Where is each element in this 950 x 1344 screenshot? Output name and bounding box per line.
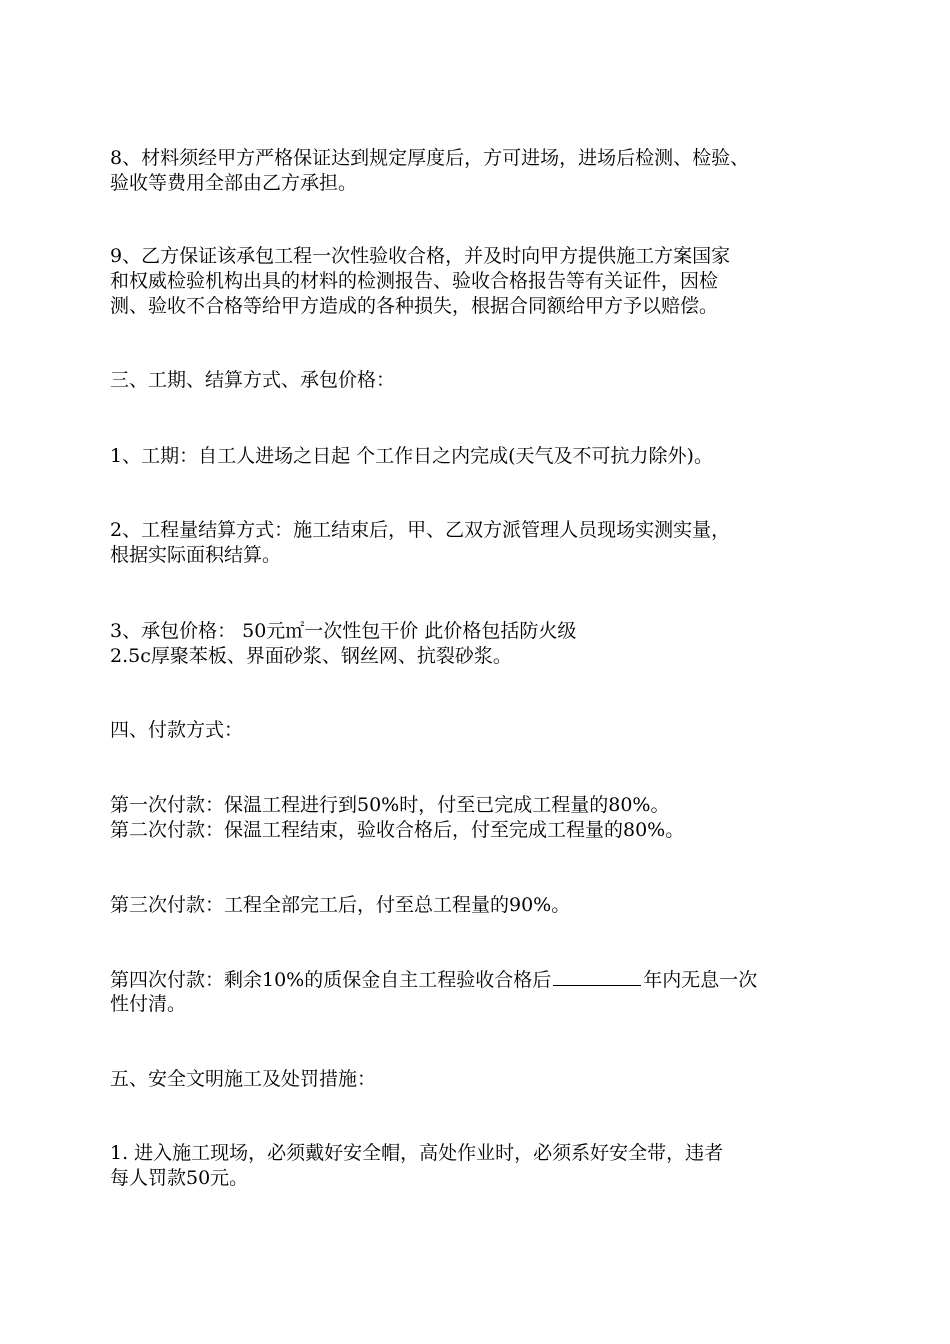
- text-line: 第一次付款：保温工程进行到50%时，付至已完成工程量的80%。: [110, 794, 670, 816]
- section-heading: 五、安全文明施工及处罚措施：: [110, 1068, 377, 1090]
- text-line: 根据实际面积结算。: [110, 544, 282, 566]
- text-line: 3、承包价格： 50元㎡一次性包干价 此价格包括防火级: [110, 620, 577, 642]
- payment-3: [110, 893, 850, 918]
- section-heading: 三、工期、结算方式、承包价格：: [110, 369, 396, 391]
- text-line: 测、验收不合格等给甲方造成的各种损失，根据合同额给甲方予以赔偿。: [110, 295, 719, 317]
- text-line: 每人罚款50元。: [110, 1167, 249, 1189]
- text-line: 性付清。: [110, 993, 187, 1015]
- clause-9: [110, 244, 850, 319]
- text-line: 9、乙方保证该承包工程一次性验收合格，并及时向甲方提供施工方案国家: [110, 245, 731, 267]
- blank-fill-line: [553, 967, 641, 986]
- section-heading: 四、付款方式：: [110, 719, 244, 741]
- text-line: 第二次付款：保温工程结束，验收合格后，付至完成工程量的80%。: [110, 819, 685, 841]
- text-line: 第三次付款：工程全部完工后，付至总工程量的90%。: [110, 894, 571, 916]
- text-line: 2.5c厚聚苯板、界面砂浆、钢丝网、抗裂砂浆。: [110, 645, 512, 667]
- text-line: 2、工程量结算方式：施工结束后，甲、乙双方派管理人员现场实测实量，: [110, 519, 731, 541]
- payment-1-2: [110, 793, 850, 843]
- payment-4: [110, 967, 850, 1017]
- section-5-heading: [110, 1067, 850, 1092]
- term-1-schedule: [110, 444, 850, 469]
- text-line: 1. 进入施工现场，必须戴好安全帽，高处作业时，必须系好安全带，违者: [110, 1142, 724, 1164]
- section-3-heading: [110, 368, 850, 393]
- text-line: 1、工期：自工人进场之日起 个工作日之内完成(天气及不可抗力除外)。: [110, 445, 713, 467]
- section-4-heading: [110, 718, 850, 743]
- text-line: [110, 967, 850, 992]
- text-line: 和权威检验机构出具的材料的检测报告、验收合格报告等有关证件，因检: [110, 270, 719, 292]
- text-line: 8、材料须经甲方严格保证达到规定厚度后，方可进场，进场后检测、检验、: [110, 147, 750, 169]
- term-3-price: [110, 619, 850, 669]
- text-segment: 年内无息一次: [643, 969, 758, 991]
- safety-rule-1: [110, 1141, 850, 1191]
- term-2-settlement: [110, 518, 850, 568]
- text-line: 验收等费用全部由乙方承担。: [110, 172, 358, 194]
- clause-8: [110, 146, 850, 196]
- text-segment: 第四次付款：剩余10%的质保金自主工程验收合格后: [110, 969, 552, 991]
